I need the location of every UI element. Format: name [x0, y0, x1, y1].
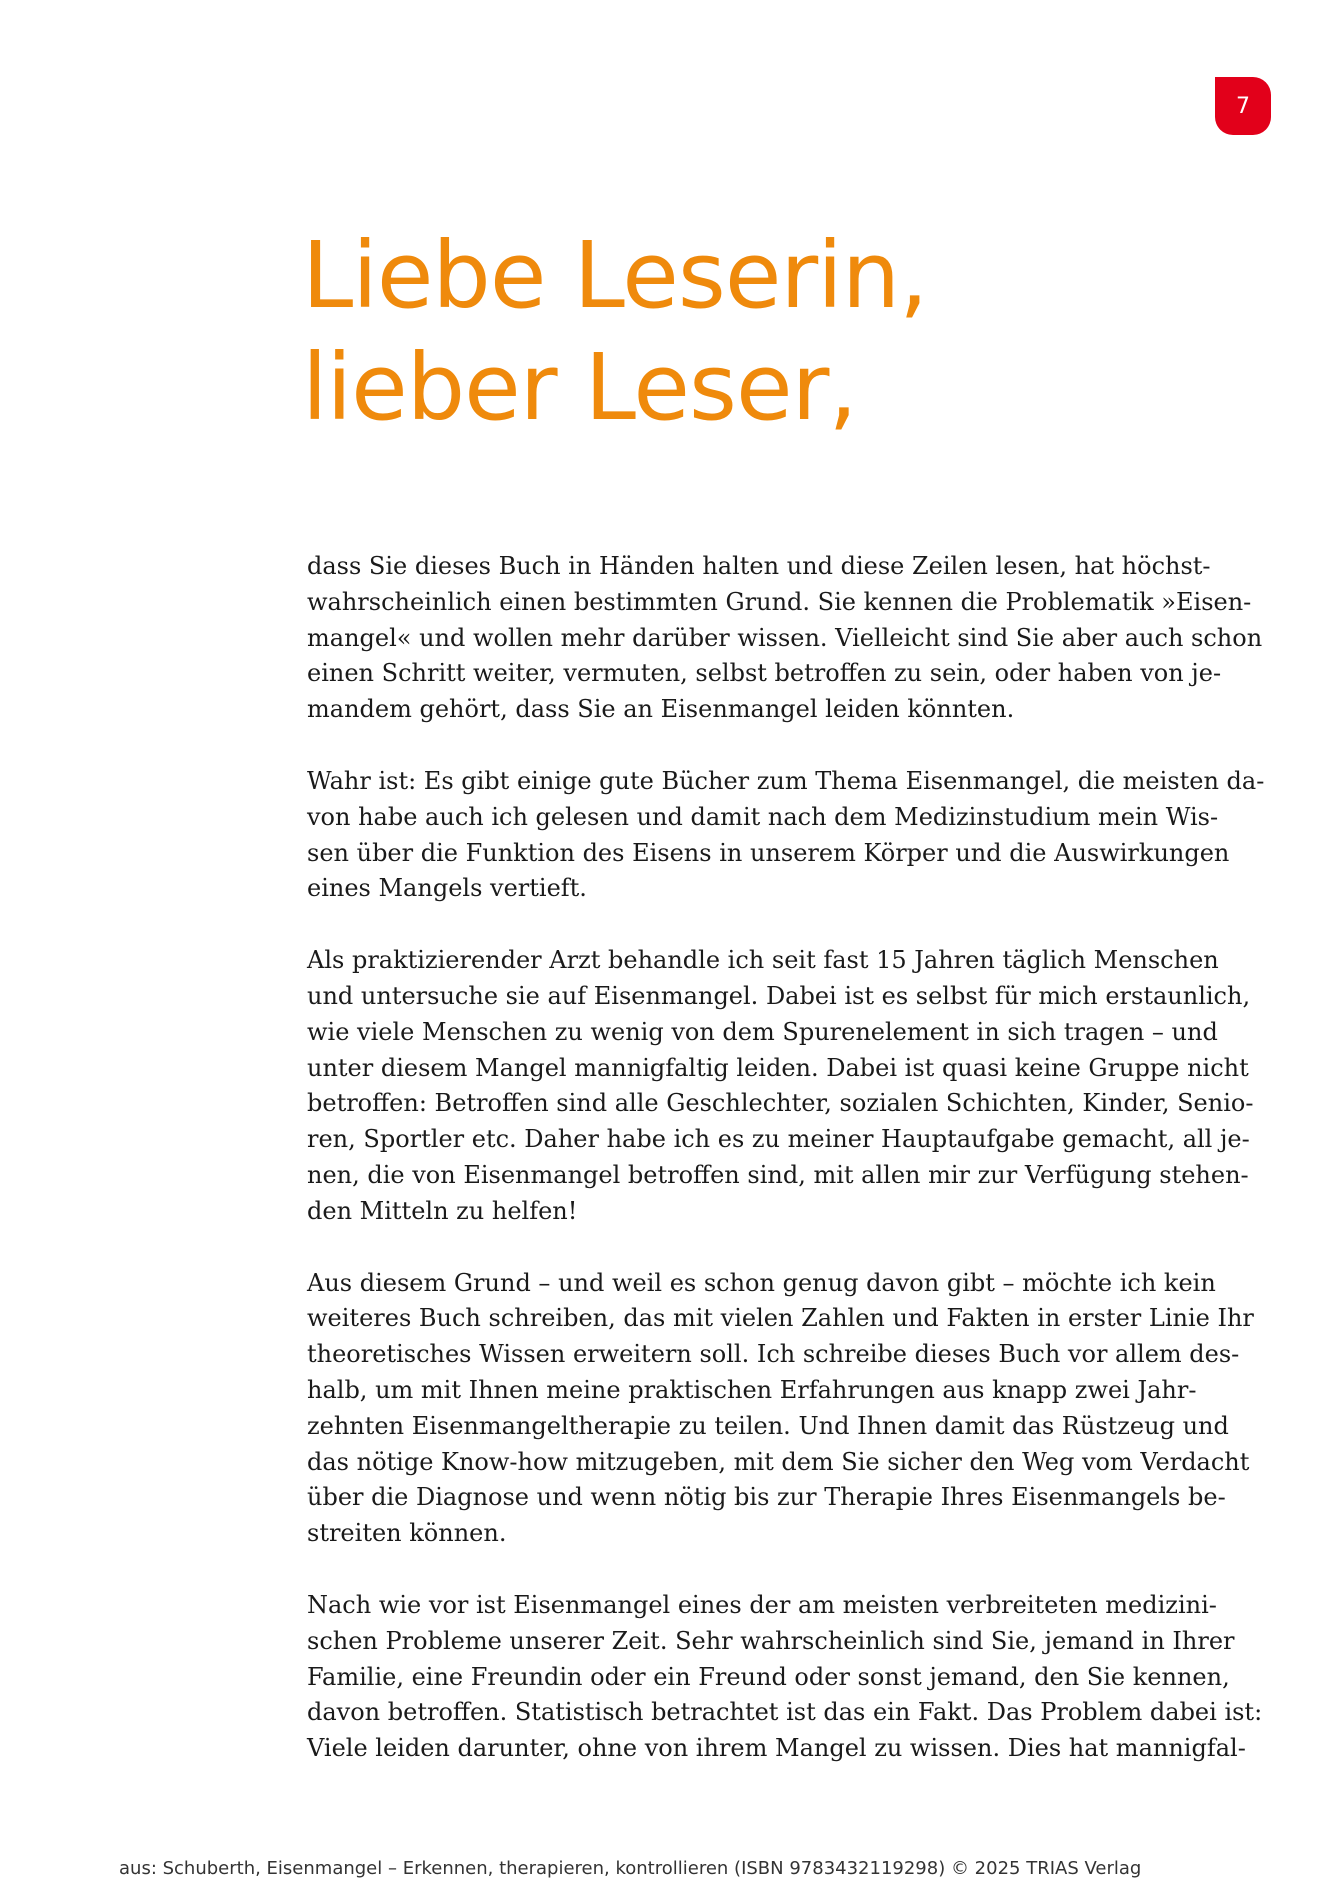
text-line: eines Mangels vertieft.: [307, 874, 587, 903]
body-text: [307, 549, 1265, 1803]
text-line: nen, die von Eisenmangel betroffen sind, mit allen mir zur Verfügung stehen-: [307, 1160, 1249, 1189]
paragraph-2: [307, 764, 1265, 907]
text-line: Aus diesem Grund – und weil es schon genug davon gibt – möchte ich kein: [307, 1268, 1216, 1297]
text-line: unter diesem Mangel mannigfaltig leiden. Dabei ist quasi keine Gruppe nicht: [307, 1053, 1249, 1082]
text-line: weiteres Buch schreiben, das mit vielen Zahlen und Fakten in erster Linie Ihr: [307, 1304, 1254, 1333]
text-line: von habe auch ich gelesen und damit nach dem Medizinstudium mein Wis-: [307, 802, 1219, 831]
text-line: streiten können.: [307, 1519, 507, 1548]
text-line: theoretisches Wissen erweitern soll. Ich schreibe dieses Buch vor allem des-: [307, 1340, 1240, 1369]
text-line: mangel« und wollen mehr darüber wissen. Vielleicht sind Sie aber auch schon: [307, 623, 1263, 652]
source-footer: aus: Schuberth, Eisenmangel – Erkennen, therapieren, kontrollieren (ISBN 9783432119298) © 2025 TRIAS Verlag: [119, 1858, 1142, 1879]
text-line: zehnten Eisenmangeltherapie zu teilen. Und Ihnen damit das Rüstzeug und: [307, 1411, 1229, 1440]
paragraph-5: [307, 1588, 1263, 1767]
text-line: schen Probleme unserer Zeit. Sehr wahrscheinlich sind Sie, jemand in Ihrer: [307, 1626, 1235, 1655]
title-line-2: lieber Leser,: [302, 334, 857, 441]
text-line: davon betroffen. Statistisch betrachtet ist das ein Fakt. Das Problem dabei ist:: [307, 1698, 1263, 1727]
text-line: den Mitteln zu helfen!: [307, 1196, 578, 1225]
text-line: Wahr ist: Es gibt einige gute Bücher zum Thema Eisenmangel, die meisten da-: [307, 766, 1265, 795]
paragraph-3: [307, 943, 1254, 1229]
text-line: halb, um mit Ihnen meine praktischen Erfahrungen aus knapp zwei Jahr-: [307, 1375, 1197, 1404]
text-line: und untersuche sie auf Eisenmangel. Dabei ist es selbst für mich erstaunlich,: [307, 981, 1251, 1010]
text-line: betroffen: Betroffen sind alle Geschlechter, sozialen Schichten, Kinder, Senio-: [307, 1089, 1254, 1118]
text-line: mandem gehört, dass Sie an Eisenmangel leiden könnten.: [307, 695, 1015, 724]
text-line: über die Diagnose und wenn nötig bis zur Therapie Ihres Eisenmangels be-: [307, 1483, 1226, 1512]
text-line: wie viele Menschen zu wenig von dem Spurenelement in sich tragen – und: [307, 1017, 1218, 1046]
text-line: ren, Sportler etc. Daher habe ich es zu meiner Hauptaufgabe gemacht, all je-: [307, 1125, 1250, 1154]
text-line: einen Schritt weiter, vermuten, selbst betroffen zu sein, oder haben von je-: [307, 659, 1222, 688]
title-line-1: Liebe Leserin,: [302, 222, 928, 329]
text-line: sen über die Funktion des Eisens in unserem Körper und die Auswirkungen: [307, 838, 1230, 867]
text-line: Als praktizierender Arzt behandle ich seit fast 15 Jahren täglich Menschen: [307, 946, 1219, 975]
text-line: das nötige Know-how mitzugeben, mit dem Sie sicher den Weg vom Verdacht: [307, 1447, 1250, 1476]
paragraph-1: [307, 549, 1263, 728]
page-title: [302, 220, 927, 444]
text-line: dass Sie dieses Buch in Händen halten und diese Zeilen lesen, hat höchst-: [307, 552, 1211, 580]
paragraph-4: [307, 1266, 1254, 1552]
text-line: Familie, eine Freundin oder ein Freund oder sonst jemand, den Sie kennen,: [307, 1662, 1230, 1691]
text-line: Viele leiden darunter, ohne von ihrem Mangel zu wissen. Dies hat mannigfal-: [307, 1734, 1246, 1763]
page-number-badge: 7: [1215, 77, 1271, 135]
text-line: wahrscheinlich einen bestimmten Grund. Sie kennen die Problematik »Eisen-: [307, 587, 1252, 616]
text-line: Nach wie vor ist Eisenmangel eines der am meisten verbreiteten medizini-: [307, 1590, 1217, 1619]
